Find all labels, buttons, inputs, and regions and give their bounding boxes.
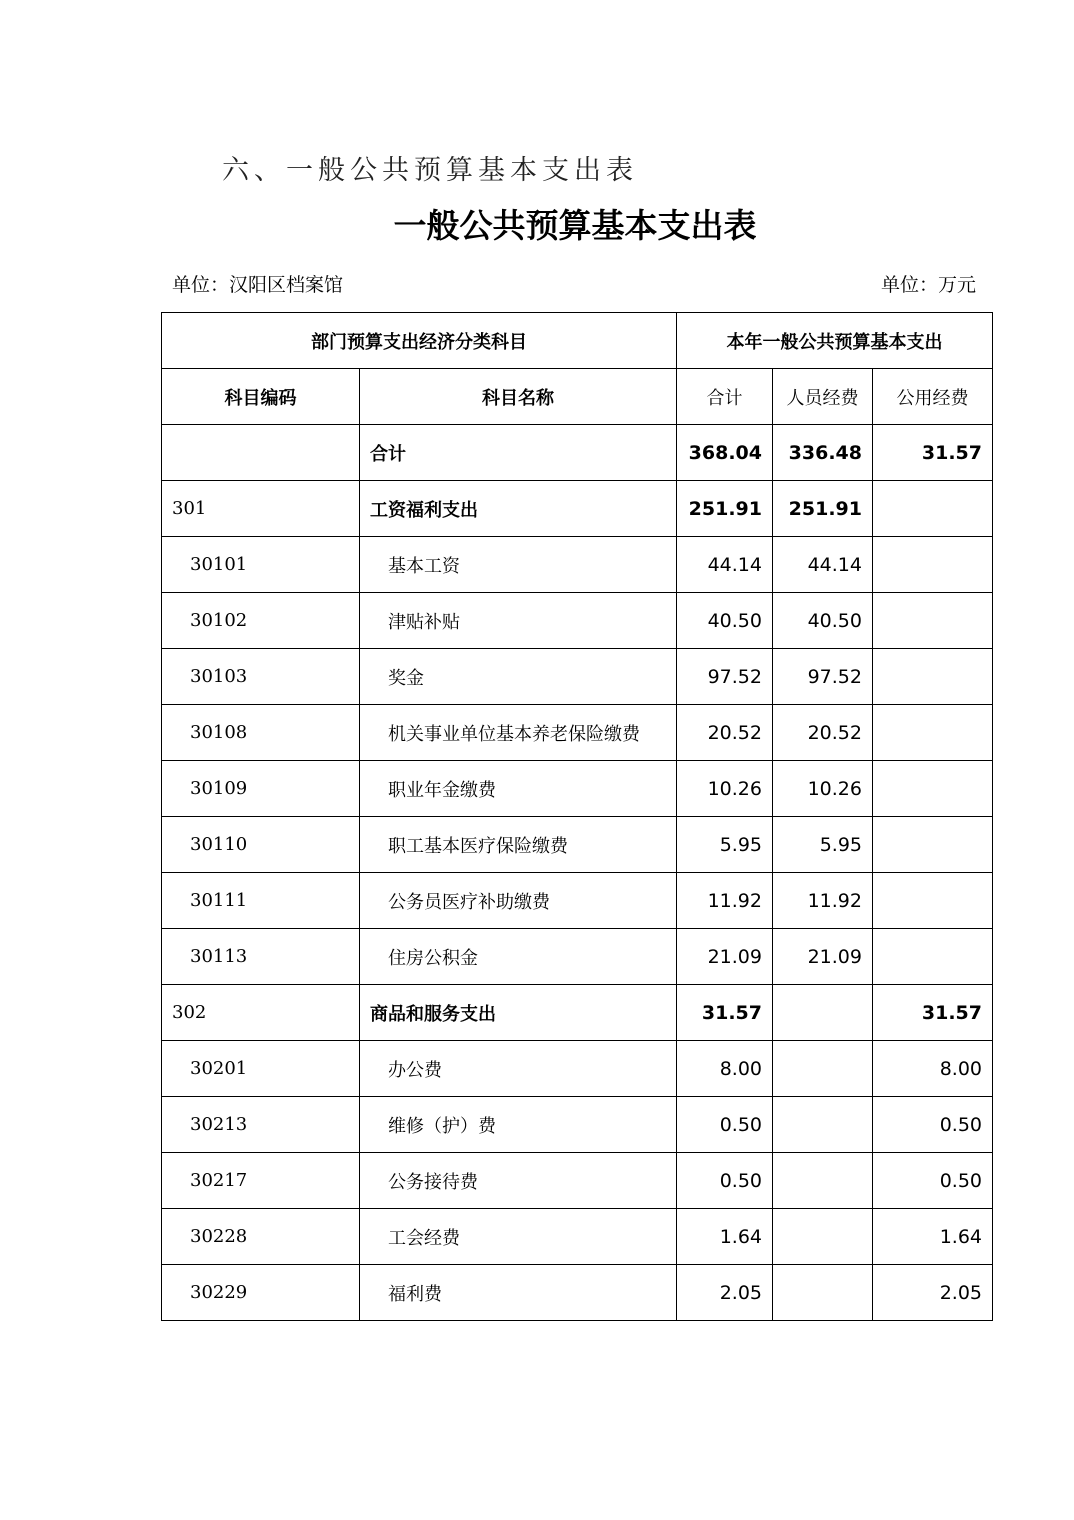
- cell-personnel: 97.52: [773, 649, 873, 705]
- cell-name: 商品和服务支出: [360, 985, 677, 1041]
- cell-name: 基本工资: [360, 537, 677, 593]
- cell-total: 10.26: [677, 761, 773, 817]
- cell-code: 30108: [162, 705, 360, 761]
- table-row: [162, 649, 993, 705]
- section-heading: 六、一般公共预算基本支出表: [222, 155, 638, 186]
- cell-name: 办公费: [360, 1041, 677, 1097]
- header-total: 合计: [677, 369, 773, 425]
- cell-name: 机关事业单位基本养老保险缴费: [360, 705, 677, 761]
- cell-name: 公务员医疗补助缴费: [360, 873, 677, 929]
- cell-total: 368.04: [677, 425, 773, 481]
- table-row: [162, 1097, 993, 1153]
- table-row: [162, 985, 993, 1041]
- cell-code: 302: [162, 985, 360, 1041]
- cell-public: [873, 817, 993, 873]
- cell-public: 31.57: [873, 985, 993, 1041]
- cell-name: 工会经费: [360, 1209, 677, 1265]
- cell-name: 职工基本医疗保险缴费: [360, 817, 677, 873]
- cell-personnel: 5.95: [773, 817, 873, 873]
- cell-public: [873, 761, 993, 817]
- cell-personnel: [773, 1041, 873, 1097]
- header-column-row: [162, 369, 993, 425]
- cell-name: 维修（护）费: [360, 1097, 677, 1153]
- table-row: [162, 873, 993, 929]
- cell-code: 30101: [162, 537, 360, 593]
- cell-code: 30109: [162, 761, 360, 817]
- cell-personnel: 251.91: [773, 481, 873, 537]
- cell-personnel: 20.52: [773, 705, 873, 761]
- cell-personnel: [773, 1153, 873, 1209]
- document-title: 一般公共预算基本支出表: [393, 206, 757, 245]
- cell-total: 251.91: [677, 481, 773, 537]
- cell-public: 1.64: [873, 1209, 993, 1265]
- cell-public: [873, 481, 993, 537]
- cell-code: 30103: [162, 649, 360, 705]
- cell-total: 20.52: [677, 705, 773, 761]
- table-row: [162, 1041, 993, 1097]
- cell-public: 31.57: [873, 425, 993, 481]
- cell-name: 津贴补贴: [360, 593, 677, 649]
- cell-personnel: 44.14: [773, 537, 873, 593]
- cell-total: 0.50: [677, 1097, 773, 1153]
- cell-personnel: 10.26: [773, 761, 873, 817]
- cell-public: [873, 649, 993, 705]
- header-public: 公用经费: [873, 369, 993, 425]
- cell-total: 8.00: [677, 1041, 773, 1097]
- cell-name: 公务接待费: [360, 1153, 677, 1209]
- cell-code: 30213: [162, 1097, 360, 1153]
- cell-total: 31.57: [677, 985, 773, 1041]
- cell-total: 1.64: [677, 1209, 773, 1265]
- cell-total: 97.52: [677, 649, 773, 705]
- cell-code: 30217: [162, 1153, 360, 1209]
- cell-personnel: [773, 1209, 873, 1265]
- cell-total: 21.09: [677, 929, 773, 985]
- cell-code: 30113: [162, 929, 360, 985]
- cell-personnel: [773, 1265, 873, 1321]
- cell-code: 30110: [162, 817, 360, 873]
- cell-name: 工资福利支出: [360, 481, 677, 537]
- cell-code: [162, 425, 360, 481]
- cell-public: 2.05: [873, 1265, 993, 1321]
- cell-personnel: 40.50: [773, 593, 873, 649]
- cell-personnel: 21.09: [773, 929, 873, 985]
- table-row: [162, 481, 993, 537]
- cell-public: [873, 705, 993, 761]
- table-row: [162, 425, 993, 481]
- table-row: [162, 593, 993, 649]
- cell-total: 2.05: [677, 1265, 773, 1321]
- header-group-row: [162, 313, 993, 369]
- cell-code: 30111: [162, 873, 360, 929]
- table-row: [162, 1209, 993, 1265]
- cell-name: 合计: [360, 425, 677, 481]
- cell-code: 30201: [162, 1041, 360, 1097]
- table-row: [162, 1153, 993, 1209]
- cell-total: 5.95: [677, 817, 773, 873]
- cell-public: 0.50: [873, 1153, 993, 1209]
- header-personnel: 人员经费: [773, 369, 873, 425]
- cell-public: [873, 929, 993, 985]
- cell-total: 0.50: [677, 1153, 773, 1209]
- cell-name: 奖金: [360, 649, 677, 705]
- table-body: [162, 425, 993, 1321]
- cell-name: 职业年金缴费: [360, 761, 677, 817]
- cell-public: 8.00: [873, 1041, 993, 1097]
- unit-currency: 单位：万元: [881, 274, 977, 296]
- cell-name: 福利费: [360, 1265, 677, 1321]
- cell-personnel: [773, 985, 873, 1041]
- table-row: [162, 817, 993, 873]
- table-row: [162, 1265, 993, 1321]
- cell-name: 住房公积金: [360, 929, 677, 985]
- cell-personnel: [773, 1097, 873, 1153]
- unit-organization: 单位：汉阳区档案馆: [172, 274, 344, 296]
- cell-total: 11.92: [677, 873, 773, 929]
- header-group-right: 本年一般公共预算基本支出: [677, 313, 993, 369]
- cell-public: [873, 873, 993, 929]
- cell-personnel: 11.92: [773, 873, 873, 929]
- table-row: [162, 929, 993, 985]
- header-group-left: 部门预算支出经济分类科目: [162, 313, 677, 369]
- header-name: 科目名称: [360, 369, 677, 425]
- table-row: [162, 537, 993, 593]
- cell-public: 0.50: [873, 1097, 993, 1153]
- cell-total: 44.14: [677, 537, 773, 593]
- table-row: [162, 761, 993, 817]
- cell-code: 301: [162, 481, 360, 537]
- cell-code: 30228: [162, 1209, 360, 1265]
- cell-public: [873, 537, 993, 593]
- budget-table: [161, 312, 993, 1321]
- cell-total: 40.50: [677, 593, 773, 649]
- table-row: [162, 705, 993, 761]
- cell-code: 30229: [162, 1265, 360, 1321]
- cell-personnel: 336.48: [773, 425, 873, 481]
- cell-public: [873, 593, 993, 649]
- cell-code: 30102: [162, 593, 360, 649]
- header-code: 科目编码: [162, 369, 360, 425]
